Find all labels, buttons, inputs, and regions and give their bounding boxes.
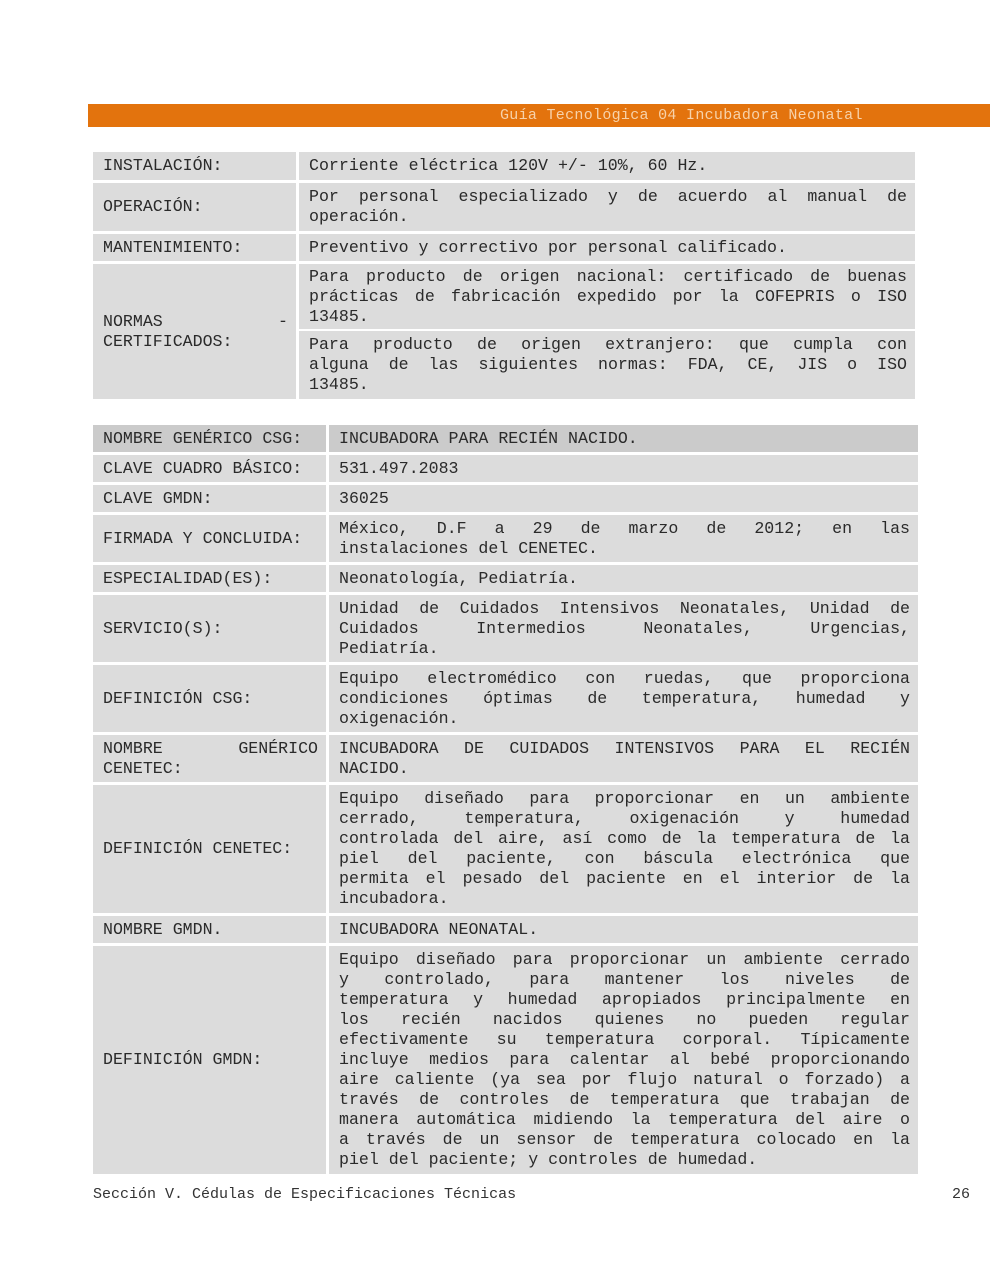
text-line: prácticas de fabricación expedido por la COFEPRIS o ISO [309, 286, 907, 306]
text-line: condiciones óptimas de temperatura, humedad y [339, 688, 910, 708]
text-line: Equipo diseñado para proporcionar un ambiente cerrado [339, 950, 910, 969]
value-paragraph [329, 665, 918, 732]
value-paragraph [329, 785, 918, 913]
text-line: ESPECIALIDAD(ES): [103, 568, 273, 588]
row-label [93, 665, 326, 732]
text-line: SERVICIO(S): [103, 618, 223, 638]
value-paragraph [329, 425, 918, 452]
table-row [93, 785, 918, 913]
value-paragraph [299, 331, 915, 399]
page-number: 26 [951, 1186, 970, 1203]
table-row [93, 485, 918, 512]
text-line: Cuidados Intermedios Neonatales, Urgencias, [339, 618, 910, 638]
row-value [299, 234, 915, 261]
value-paragraph [329, 515, 918, 562]
text-line: INCUBADORA DE CUIDADOS INTENSIVOS PARA EL RECIÉN [339, 738, 910, 758]
table-row [93, 515, 918, 562]
text-line: DEFINICIÓN GMDN: [103, 1050, 263, 1069]
value-paragraph [299, 152, 915, 180]
text-line: piel del paciente, con báscula electrónica que [339, 849, 910, 868]
value-paragraph [329, 565, 918, 592]
row-label [93, 455, 326, 482]
text-line: 13485. [309, 306, 369, 326]
row-value [329, 515, 918, 562]
text-line: alguna de las siguientes normas: FDA, CE, JIS o ISO [309, 355, 907, 374]
text-line: NACIDO. [339, 758, 409, 778]
text-line: CLAVE GMDN: [103, 488, 213, 508]
row-value [299, 183, 915, 231]
text-line: Corriente eléctrica 120V +/- 10%, 60 Hz. [309, 156, 708, 175]
row-label [93, 234, 296, 261]
table-row [93, 665, 918, 732]
text-line: operación. [309, 207, 409, 226]
row-label [93, 735, 326, 782]
value-paragraph [329, 455, 918, 482]
text-line: Neonatología, Pediatría. [339, 568, 578, 588]
value-paragraph [299, 183, 915, 231]
text-line: a través de un sensor de temperatura colocado en la [339, 1130, 910, 1149]
text-line: Equipo diseñado para proporcionar en un ambiente [339, 789, 910, 808]
table-row [93, 595, 918, 662]
footer-section: Sección V. Cédulas de Especificaciones Técnicas [93, 1186, 517, 1203]
row-label [93, 595, 326, 662]
text-line: instalaciones del CENETEC. [339, 538, 598, 558]
value-paragraph [329, 595, 918, 662]
row-value [299, 152, 915, 180]
row-label [93, 264, 296, 399]
text-line: CLAVE CUADRO BÁSICO: [103, 458, 303, 478]
value-paragraph [299, 234, 915, 261]
row-value [329, 946, 918, 1174]
text-line: INSTALACIÓN: [103, 156, 223, 175]
table-row [93, 264, 915, 399]
text-line: Para producto de origen extranjero: que cumpla con [309, 335, 907, 354]
text-line: Para producto de origen nacional: certificado de buenas [309, 266, 907, 286]
row-value [329, 785, 918, 913]
row-label [93, 425, 326, 452]
table-row [93, 565, 918, 592]
text-line: permita el pesado del paciente en el interior de la [339, 869, 910, 888]
specs-table-1 [93, 152, 915, 402]
text-line: Equipo electromédico con ruedas, que proporciona [339, 668, 910, 688]
text-line: INCUBADORA NEONATAL. [339, 919, 539, 939]
row-value [329, 665, 918, 732]
text-line: FIRMADA Y CONCLUIDA: [103, 528, 303, 548]
table-row [93, 916, 918, 943]
text-line: Unidad de Cuidados Intensivos Neonatales, Unidad de [339, 598, 910, 618]
text-line: DEFINICIÓN CSG: [103, 688, 253, 708]
row-label [93, 515, 326, 562]
text-line: NORMAS - [103, 311, 288, 331]
header-title: Guía Tecnológica 04 Incubadora Neonatal [500, 107, 863, 124]
text-line: incluye medios para calentar al bebé proporcionando [339, 1050, 910, 1069]
table-row [93, 183, 915, 231]
text-line: NOMBRE GENÉRICO [103, 738, 318, 758]
text-line: oxigenación. [339, 708, 459, 728]
row-label [93, 946, 326, 1174]
text-line: Preventivo y correctivo por personal calificado. [309, 237, 787, 257]
header-bar [88, 104, 990, 127]
text-line: 13485. [309, 375, 369, 394]
value-paragraph [329, 485, 918, 512]
text-line: MANTENIMIENTO: [103, 237, 243, 257]
row-label [93, 565, 326, 592]
table-row [93, 946, 918, 1174]
text-line: efectivamente su temperatura corporal. Típicamente [339, 1030, 910, 1049]
text-line: aire caliente (ya sea por flujo natural o forzado) a [339, 1070, 910, 1089]
table-row [93, 455, 918, 482]
text-line: OPERACIÓN: [103, 197, 203, 216]
row-value [329, 595, 918, 662]
value-paragraph [299, 264, 915, 329]
row-value [329, 455, 918, 482]
text-line: CERTIFICADOS: [103, 331, 233, 351]
text-line: los recién nacidos quienes no pueden regular [339, 1010, 910, 1029]
row-label [93, 916, 326, 943]
row-value [329, 916, 918, 943]
text-line: DEFINICIÓN CENETEC: [103, 839, 293, 858]
footer [93, 1186, 970, 1203]
text-line: NOMBRE GMDN. [103, 919, 223, 939]
text-line: piel del paciente; y controles de humedad. [339, 1150, 758, 1169]
text-line: 531.497.2083 [339, 458, 459, 478]
text-line: temperatura y humedad apropiados principalmente en [339, 990, 910, 1009]
text-line: NOMBRE GENÉRICO CSG: [103, 428, 303, 448]
row-value [329, 485, 918, 512]
row-value [329, 425, 918, 452]
text-line: INCUBADORA PARA RECIÉN NACIDO. [339, 428, 638, 448]
table-row [93, 735, 918, 782]
specs-table-2 [93, 425, 918, 1177]
text-line: CENETEC: [103, 758, 183, 778]
row-value [329, 565, 918, 592]
text-line: Pediatría. [339, 638, 439, 658]
text-line: cerrado, temperatura, oxigenación y humedad [339, 809, 910, 828]
value-paragraph [329, 735, 918, 782]
value-paragraph [329, 946, 918, 1174]
text-line: México, D.F a 29 de marzo de 2012; en las [339, 518, 910, 538]
row-value [329, 735, 918, 782]
text-line: controlada del aire, así como de la temperatura de la [339, 829, 910, 848]
text-line: y controlado, para mantener los niveles de [339, 970, 910, 989]
text-line: través de controles de temperatura que trabajan de [339, 1090, 910, 1109]
table-row [93, 234, 915, 261]
row-value [299, 264, 915, 399]
text-line: manera automática midiendo la temperatura del aire o [339, 1110, 910, 1129]
table-row [93, 425, 918, 452]
value-paragraph [329, 916, 918, 943]
row-label [93, 785, 326, 913]
row-label [93, 183, 296, 231]
table-row [93, 152, 915, 180]
text-line: Por personal especializado y de acuerdo al manual de [309, 187, 907, 206]
row-label [93, 152, 296, 180]
text-line: 36025 [339, 488, 389, 508]
row-label [93, 485, 326, 512]
text-line: incubadora. [339, 889, 449, 908]
